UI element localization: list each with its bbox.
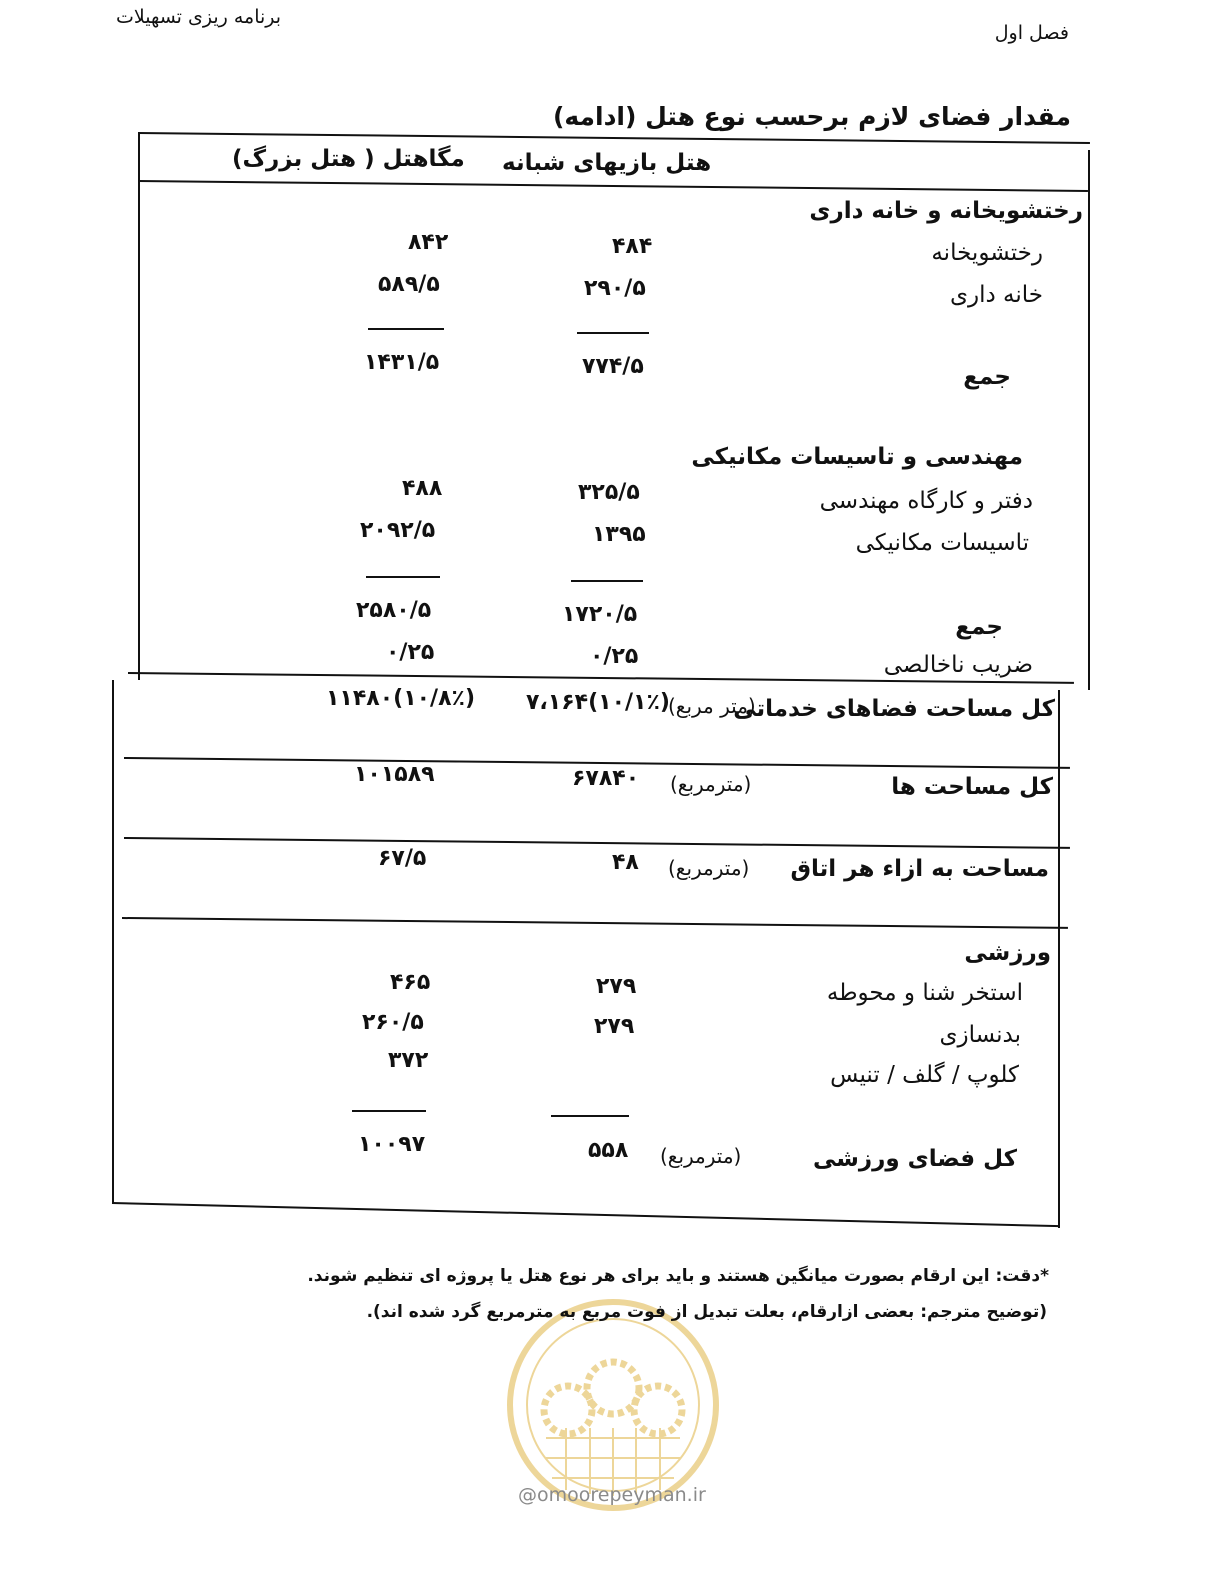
row-label-gym: بدنسازی: [939, 1022, 1021, 1048]
cell-engineering-office-b: ۴۸۸: [402, 476, 443, 501]
sum-rule-sports-a: [551, 1115, 629, 1117]
row-divider-4: [122, 917, 1068, 929]
cell-laundry-total-b: ۱۴۳۱/۵: [364, 350, 440, 375]
row-label-laundry-total: جمع: [963, 364, 1011, 390]
cell-service-area-a: (۱۰/۱٪)۷،۱۶۴: [526, 690, 670, 715]
cell-housekeeping-a: ۲۹۰/۵: [584, 276, 646, 301]
cell-laundry-a: ۴۸۴: [612, 234, 653, 259]
section-heading-sports: ورزشی: [964, 940, 1051, 966]
header-row-divider: [138, 180, 1088, 192]
cell-club-b: ۳۷۲: [388, 1048, 429, 1073]
cell-pool-a: ۲۷۹: [596, 974, 637, 999]
row-divider-3: [124, 837, 1070, 849]
row-label-total-area: کل مساحت ها: [891, 774, 1053, 800]
column-header-a: هتل بازیهای شبانه: [502, 150, 712, 176]
cell-laundry-b: ۸۴۲: [408, 230, 449, 255]
table-right-border: [1088, 150, 1090, 690]
unit-per-room: (مترمربع): [668, 856, 750, 880]
cell-pool-b: ۴۶۵: [390, 970, 431, 995]
cell-total-area-a: ۶۷۸۴۰: [572, 766, 640, 791]
row-label-housekeeping: خانه داری: [949, 282, 1043, 308]
watermark-url: omoorepeyman.ir: [537, 1484, 706, 1506]
table-left-border-lower: [112, 680, 114, 1204]
sum-rule-laundry-a: [577, 332, 649, 334]
cell-gym-b: ۲۶۰/۵: [362, 1010, 424, 1035]
cell-gym-a: ۲۷۹: [594, 1014, 635, 1039]
cell-service-area-b: (۱۰/۸٪)۱۱۴۸۰: [326, 686, 476, 711]
cell-sports-total-a: ۵۵۸: [588, 1138, 629, 1163]
unit-service-area: (متر مربع): [668, 694, 756, 718]
cell-mechanical-a: ۱۳۹۵: [592, 522, 646, 547]
cell-sports-total-b: ۱۰۰۹۷: [358, 1132, 426, 1157]
cell-engineering-total-b: ۲۵۸۰/۵: [356, 598, 432, 623]
table-right-border-lower: [1058, 690, 1060, 1228]
row-label-service-area: کل مساحت فضاهای خدماتی: [733, 696, 1055, 722]
cell-mechanical-b: ۲۰۹۲/۵: [360, 518, 436, 543]
sum-rule-sports-b: [352, 1110, 426, 1112]
section-heading-engineering: مهندسی و تاسیسات مکانیکی: [691, 444, 1023, 470]
stamp-seal-icon: [506, 1298, 720, 1512]
row-label-mechanical: تاسیسات مکانیکی: [855, 530, 1029, 556]
section-heading-laundry: رختشویخانه و خانه داری: [809, 198, 1083, 224]
row-label-sports-total: کل فضای ورزشی: [812, 1146, 1017, 1172]
table-left-border: [138, 132, 140, 680]
unit-sports-total: (مترمربع): [660, 1144, 742, 1168]
at-icon: @: [518, 1484, 537, 1506]
row-label-laundry: رختشویخانه: [931, 240, 1043, 266]
unit-total-area: (مترمربع): [670, 772, 752, 796]
cell-per-room-a: ۴۸: [612, 850, 639, 875]
header-left: برنامه ریزی تسهیلات: [116, 6, 282, 28]
table-top-border: [138, 132, 1090, 144]
row-label-club: کلوپ / گلف / تنیس: [830, 1062, 1019, 1088]
cell-impurity-a: ۰/۲۵: [590, 644, 639, 669]
table-title: مقدار فضای لازم برحسب نوع هتل (ادامه): [552, 102, 1071, 131]
column-header-b: مگاهتل ( هتل بزرگ): [232, 146, 465, 172]
sum-rule-engineering-a: [571, 580, 643, 582]
table-bottom-border: [112, 1202, 1060, 1227]
cell-per-room-b: ۶۷/۵: [378, 846, 427, 871]
row-label-per-room: مساحت به ازاء هر اتاق: [790, 856, 1049, 882]
row-label-pool: استخر شنا و محوطه: [826, 980, 1023, 1006]
cell-impurity-b: ۰/۲۵: [386, 640, 435, 665]
cell-housekeeping-b: ۵۸۹/۵: [378, 272, 440, 297]
cell-laundry-total-a: ۷۷۴/۵: [582, 354, 644, 379]
row-label-engineering-total: جمع: [955, 614, 1003, 640]
row-label-engineering-office: دفتر و کارگاه مهندسی: [819, 488, 1033, 514]
sum-rule-engineering-b: [366, 576, 440, 578]
cell-engineering-total-a: ۱۷۲۰/۵: [562, 602, 638, 627]
cell-engineering-office-a: ۳۲۵/۵: [578, 480, 640, 505]
cell-total-area-b: ۱۰۱۵۸۹: [354, 762, 435, 787]
footnote-1: *دقت: این ارقام بصورت میانگین هستند و باید برای هر نوع هتل یا پروژه ای تنظیم شوند.: [307, 1266, 1049, 1286]
header-right: فصل اول: [994, 22, 1069, 44]
row-label-impurity: ضریب ناخالصی: [883, 652, 1033, 678]
footnote-2: (توضیح مترجم: بعضی ازارقام، بعلت تبدیل از فوت مربع به مترمربع گرد شده اند).: [366, 1302, 1047, 1322]
watermark: [518, 1484, 706, 1506]
sum-rule-laundry-b: [368, 328, 444, 330]
